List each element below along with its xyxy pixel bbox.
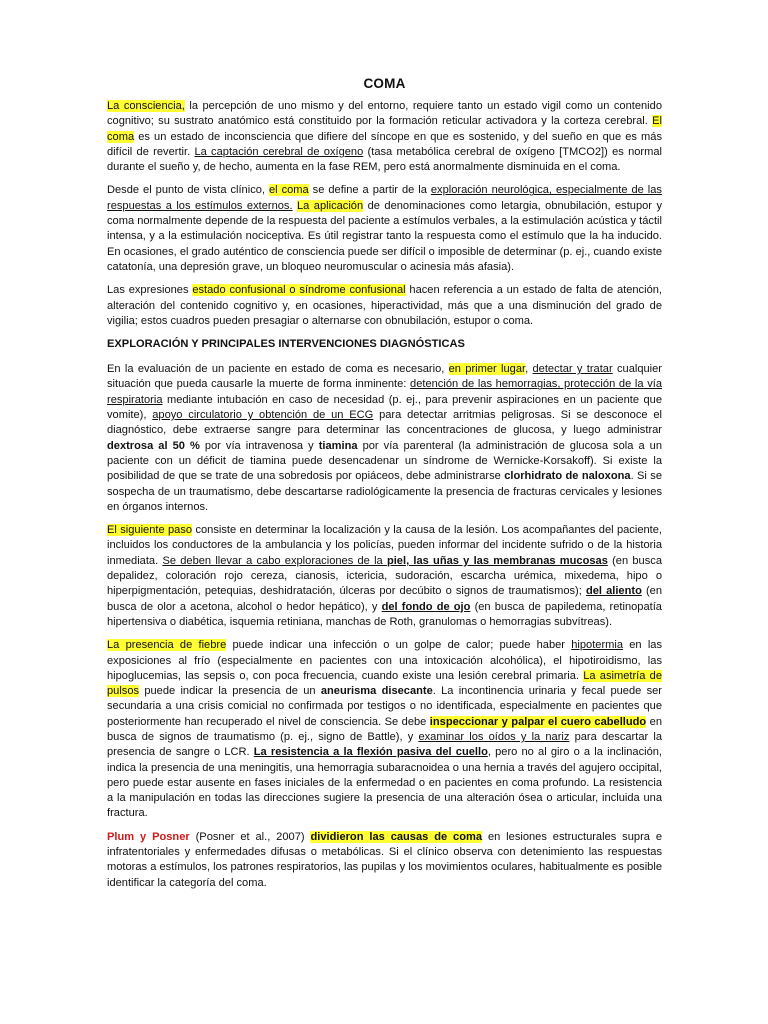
paragraph-evaluacion-inicial xyxy=(107,362,662,515)
text-run-hl-b: dividieron las causas de coma xyxy=(310,830,483,843)
text-run-u: hipotermia xyxy=(571,639,624,652)
text-run-b: clorhidrato de naloxona xyxy=(504,470,631,483)
paragraph-siguiente-paso xyxy=(107,523,662,630)
text-run: , pero no al giro o a la inclinación, indica la presencia de una meningitis, una hemorragia subaracnoidea o una hernia a través del agujero occipital, pero puede estar ausente en fases iniciales de la enfermedad o en pacientes en coma profundo. La resistencia a la manipulación en todas las direcciones sugiere la presencia de una alteración ósea o articular, incluida una fractura. xyxy=(107,746,662,820)
document-title: COMA xyxy=(363,76,406,91)
text-run-hl: El coma xyxy=(107,115,662,143)
text-run: de denominaciones como letargia, obnubilación, estupor y coma normalmente depende de la respuesta del paciente a estímulos verbales, a la estimulación acústica y táctil intensa, y a la estimulación nociceptiva. Es útil registrar tanto la respuesta como el estímulo que la ha inducido. En ocasiones, el grado auténtico de consciencia puede ser difícil o imposible de determinar (p. ej., cuando existe catatonía, una depresión grave, un bloqueo neuromuscular o acinesia más afasia). xyxy=(107,199,662,273)
text-run: (tasa metabólica cerebral de oxígeno [TMCO2]) es normal durante el sueño y, de hecho, aumenta en la fase REM, pero está anormalmente disminuida en el coma. xyxy=(107,145,662,174)
text-run: (en busca depalidez, coloración rojo cereza, cianosis, ictericia, sudoración, escarcha urémica, mixedema, hipo o hiperpigmentación, petequias, deshidratación, úlceras por decúbito o signos de traumatismos); xyxy=(107,554,662,598)
text-run-b: dextrosa al 50 % xyxy=(107,439,200,452)
text-run: consiste en determinar la localización y la causa de la lesión. Los acompañantes del paciente, incluidos los conductores de la ambulancia y los policías, pueden informar del incidente sufrido o de la historia inmediata. xyxy=(107,524,662,567)
text-run-red: Plum y Posner xyxy=(107,830,190,843)
text-run-hl-b: inspeccionar y palpar el cuero cabelludo xyxy=(429,715,647,728)
text-run-hl: el coma xyxy=(268,184,309,197)
text-run-u-b: del aliento xyxy=(585,585,642,598)
text-run: en las exposiciones al frío (especialmente en pacientes con una intoxicación alcohólica), el hipotiroidismo, las hipoglucemias, las sepsis o, con poca frecuencia, cuando existe una lesión cerebral primaria. xyxy=(107,639,663,682)
paragraph-plum-posner xyxy=(107,830,662,891)
text-run-u-b: piel, las uñas y las membranas mucosas xyxy=(386,554,608,567)
text-run-u: Se deben llevar a cabo exploraciones de la xyxy=(162,554,387,567)
text-run-hl: La aplicación xyxy=(297,199,364,212)
text-run-u-b: del fondo de ojo xyxy=(381,600,471,613)
text-run: En la evaluación de un paciente en estado de coma es necesario, xyxy=(107,363,449,376)
text-run-hl: La consciencia, xyxy=(107,100,185,112)
text-run: es un estado de inconsciencia que difiere del síncope en que es sostenido, y del sueño en que es más difícil de revertir. xyxy=(107,130,662,158)
text-run-u: exploración neurológica, especialmente de las respuestas a los estímulos externos. xyxy=(107,184,662,212)
text-run-u: examinar los oídos y la nariz xyxy=(418,730,570,743)
text-run: en busca de signos de traumatismo (p. ej., signo de Battle), y xyxy=(107,715,662,743)
text-run: puede indicar la presencia de un xyxy=(139,685,321,698)
text-run-hl: en primer lugar xyxy=(448,363,526,376)
text-run-u: La captación cerebral de oxígeno xyxy=(194,145,364,158)
text-run: por vía intravenosa y xyxy=(199,439,319,452)
text-run: se define a partir de la xyxy=(308,184,431,197)
text-run: en lesiones estructurales supra e infratentoriales y enfermedades difusas o metabólicas. Si el clínico observa con detenimiento las respuestas motoras a estímulos, los patrones respiratorios, las pupilas y los movimientos oculares, habitualmente es posible identificar la categoría del coma. xyxy=(107,830,662,889)
text-run: hacen referencia a un estado de falta de atención, alteración del contenido cognitivo y, en ocasiones, hiperactividad, más que a una disminución del grado de vigilia; estos cuadros pueden presagiar o alternarse con obnubilación, estupor o coma. xyxy=(107,284,662,327)
text-run-u: detención de las hemorragias, protección de la vía respiratoria xyxy=(107,378,662,406)
text-run: Desde el punto de vista clínico, xyxy=(107,184,269,197)
text-run-u: apoyo circulatorio y obtención de un ECG xyxy=(152,409,374,422)
paragraph-estado-confusional xyxy=(107,283,662,329)
text-run: para detectar arritmias peligrosas. Si se desconoce el diagnóstico, debe extraerse sangre para determinar las concentraciones de glucosa, y luego administrar xyxy=(107,409,662,437)
paragraph-consciencia xyxy=(107,99,662,175)
text-run-u-b: La resistencia a la flexión pasiva del cuello xyxy=(253,746,488,759)
text-run: (en busca de olor a acetona, alcohol o hedor hepático), y xyxy=(107,585,662,613)
text-run: mediante intubación en caso de necesidad (p. ej., para prevenir aspiraciones en un paciente que vomite), xyxy=(107,393,662,422)
text-run: , xyxy=(525,363,533,376)
text-run-b: aneurisma disecante xyxy=(320,685,433,698)
text-run: . La incontinencia urinaria y fecal puede ser secundaria a una crisis comicial no confirmada por testigos o no identificada, especialmente en pacientes que posteriormente han recuperado el nivel de consciencia. Se debe xyxy=(107,685,662,728)
section-heading: EXPLORACIÓN Y PRINCIPALES INTERVENCIONES DIAGNÓSTICAS xyxy=(107,338,465,351)
text-run: . Si se sospecha de un traumatismo, debe descartarse radiológicamente la presencia de fracturas cervicales y lesiones en órganos internos. xyxy=(107,470,663,513)
text-run-b: tiamina xyxy=(318,439,358,452)
text-run-hl: La asimetría de pulsos xyxy=(107,669,663,698)
text-run: (en busca de papiledema, retinopatía hipertensiva o diabética, isquemia retiniana, manchas de Roth, granulomas o hemorragias subvítreas). xyxy=(107,600,662,628)
text-run: por vía parenteral (la administración de glucosa sola a un paciente con un déficit de tiamina puede desencadenar un síndrome de Wernicke-Korsakoff). Si existe la posibilidad de que se trate de una sobredosis por opiáceos, debe administrarse xyxy=(107,439,662,483)
text-run: cualquier situación que pueda causarle la muerte de forma inminente: xyxy=(107,363,663,391)
text-run-hl: estado confusional o síndrome confusional xyxy=(192,284,406,297)
text-run: (Posner et al., 2007) xyxy=(189,830,311,843)
paragraph-definicion-clinica xyxy=(107,183,662,275)
text-run-u: detectar y tratar xyxy=(532,363,613,376)
text-run: Las expresiones xyxy=(107,284,193,297)
text-run: para descartar la presencia de sangre o LCR. xyxy=(107,730,662,759)
text-run-hl: La presencia de fiebre xyxy=(107,639,227,652)
text-run: la percepción de uno mismo y del entorno, requiere tanto un estado vigil como un contenido cognitivo; su sustrato anatómico está constituido por la formación reticular activadora y la corteza cerebral. xyxy=(107,100,662,128)
text-run-hl: El siguiente paso xyxy=(107,524,193,537)
text-run: puede indicar una infección o un golpe de calor; puede haber xyxy=(226,639,572,652)
paragraph-fiebre xyxy=(107,638,662,822)
